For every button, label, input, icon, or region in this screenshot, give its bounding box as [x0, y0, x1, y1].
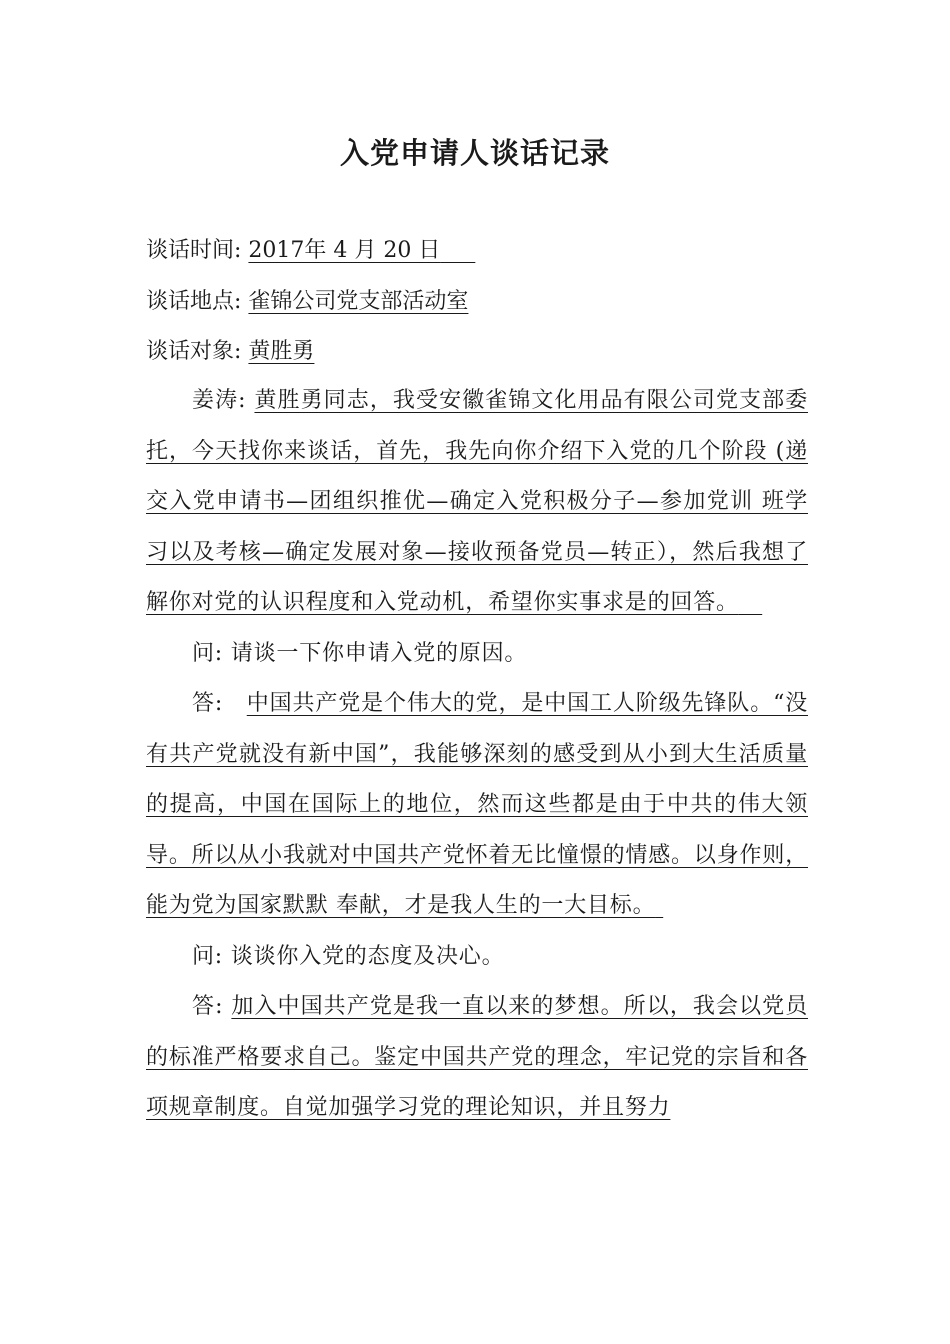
answer-1-paragraph: [146, 679, 808, 932]
document-body: [146, 376, 808, 1134]
place-label: 谈话地点:: [146, 289, 242, 314]
answer-2-paragraph: [146, 982, 808, 1134]
subject-value: 黄胜勇: [248, 339, 315, 364]
intro-text: 黄胜勇同志，我受安徽雀锦文化用品有限公司党支部委托，今天找你来谈话，首先，我先向你介绍下入党的几个阶段 (递交入党申请书—团组织推优—确定入党积极分子—参加党训 班学习以及考核—确定发展对象—接收预备党员—转正），然后我想了解你对党的认识程度和入党动机，希望你实事求是的回答。: [146, 388, 809, 615]
time-label: 谈话时间:: [146, 238, 242, 263]
meta-place: [146, 287, 468, 317]
subject-label: 谈话对象:: [146, 339, 242, 364]
question-2: 问: 谈谈你入党的态度及决心。: [192, 943, 505, 969]
meta-time: [146, 236, 475, 266]
time-value: 2017年 4 月 20 日: [248, 238, 441, 263]
intro-paragraph: [146, 376, 808, 629]
answer-2-text: 加入中国共产党是我一直以来的梦想。所以，我会以党员的标准严格要求自己。鉴定中国共产党的理念，牢记党的宗旨和各项规章制度。自觉加强学习党的理论知识，并且努力: [146, 994, 808, 1120]
answer-1-label: 答:: [192, 691, 224, 716]
answer-1-text: 中国共产党是个伟大的党，是中国工人阶级先锋队。“没有共产党就没有新中国”，我能够深刻的感受到从小到大生活质量的提高，中国在国际上的地位，然而这些都是由于中共的伟大领导。所以从小我就对中国共产党怀着无比憧憬的情感。以身作则，能为党为国家默默 奉献，才是我人生的一大目标。: [146, 691, 809, 918]
question-1: 问: 请谈一下你申请入党的原因。: [192, 640, 528, 666]
intro-speaker: 姜涛:: [192, 388, 247, 413]
place-value: 雀锦公司党支部活动室: [248, 289, 469, 314]
answer-2-label: 答:: [192, 994, 224, 1019]
document-title: 入党申请人谈话记录: [339, 136, 610, 170]
meta-subject: [146, 337, 314, 367]
